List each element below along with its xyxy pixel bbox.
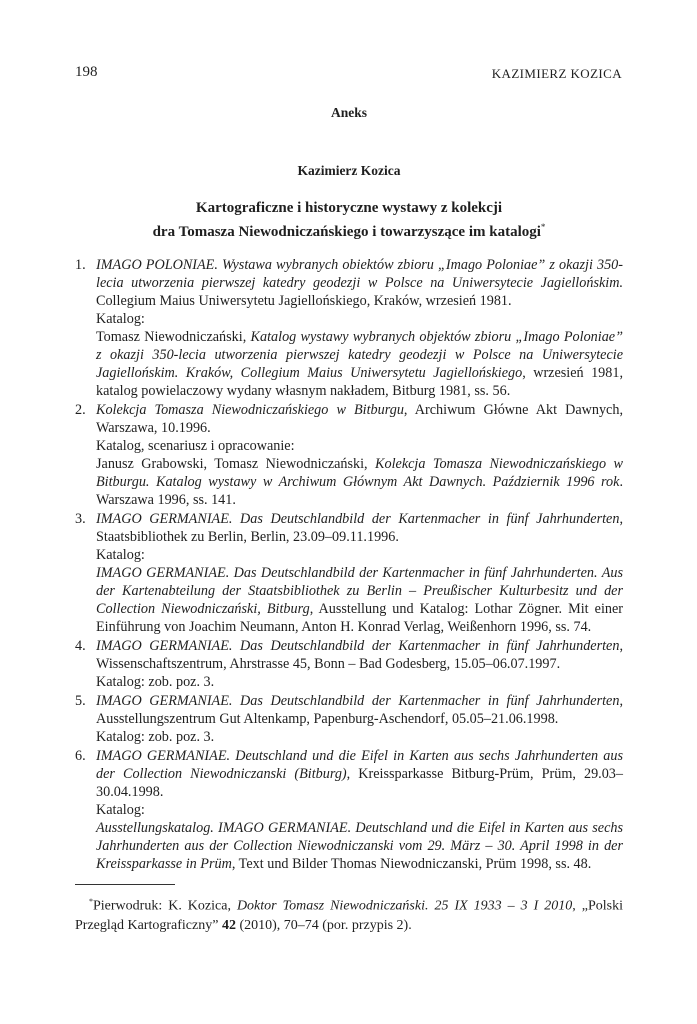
item-title: IMAGO GERMANIAE. Das Deutschlandbild der Kartenmacher in fünf Jahrhunderten: [96, 638, 620, 654]
item-venue: Collegium Maius Uniwersytetu Jagiellońskiego, Kraków, wrzesień 1981.: [96, 293, 512, 309]
item-venue: , Staatsbibliothek zu Berlin, Berlin, 23.09–09.11.1996.: [96, 511, 623, 545]
catalog-label: Katalog:: [96, 802, 145, 818]
footnote-text-c: (2010), 70–74 (por. przypis 2).: [235, 917, 412, 933]
footnote-text-b: , „Polski Przegląd Kartograficzny”: [75, 898, 623, 933]
catalog-label: Katalog:: [96, 311, 145, 327]
footnote-divider: [75, 884, 175, 885]
item-number: 5.: [75, 693, 86, 709]
catalog-label: Katalog:: [96, 547, 145, 563]
item-description: [96, 692, 623, 728]
title-footnote-mark: *: [540, 222, 546, 232]
article-title: [75, 199, 623, 242]
item-venue: , Ausstellungszentrum Gut Altenkamp, Papenburg-Aschendorf, 05.05–21.06.1998.: [96, 693, 623, 727]
list-item: [75, 256, 623, 400]
catalog-title: Ausstellungskatalog. IMAGO GERMANIAE. Deutschland und die Eifel in Karten aus sechs Jahrhunderten aus der Collection Niewodniczanski vom 29. März – 30. April 1998 in der Kreissparkasse in Prüm: [96, 820, 623, 872]
item-title: IMAGO GERMANIAE. Deutschland und die Eifel in Karten aus sechs Jahrhunderten aus der Collection Niewodniczanski (Bitburg): [96, 748, 623, 782]
catalog-reference: Katalog: zob. poz. 3.: [96, 674, 215, 690]
catalog-details: , Text und Bilder Thomas Niewodniczanski, Prüm 1998, ss. 48.: [231, 856, 592, 872]
list-item: [75, 401, 623, 509]
item-number: 4.: [75, 638, 86, 654]
catalog-author: Janusz Grabowski, Tomasz Niewodniczański,: [96, 456, 376, 472]
footnote-volume: 42: [221, 917, 236, 933]
item-number: 6.: [75, 748, 86, 764]
list-item: [75, 692, 623, 746]
item-title: IMAGO GERMANIAE. Das Deutschlandbild der Kartenmacher in fünf Jahrhunderten: [96, 511, 620, 527]
footnote-article-title: Doktor Tomasz Niewodniczański. 25 IX 1933 – 3 I 2010: [236, 898, 573, 914]
section-heading: Aneks: [330, 105, 367, 120]
catalog-details: . Warszawa 1996, ss. 141.: [96, 474, 623, 508]
item-venue: , Archiwum Główne Akt Dawnych, Warszawa, 10.1996.: [96, 402, 623, 436]
item-description: [96, 747, 623, 801]
page-number: 198: [75, 64, 98, 80]
running-header-author: KAZIMIERZ KOZICA: [491, 66, 622, 81]
list-item: [75, 510, 623, 636]
title-line-1: Kartograficzne i historyczne wystawy z kolekcji: [195, 200, 503, 216]
item-description: [96, 256, 623, 310]
catalog-title: Katalog wystawy wybranych objektów zbioru „Imago Poloniae” z okazji 350-lecia utworzenia pierwszej katedry geodezji w Polsce na Uniwersytecie Jagiellońskim. Kraków, Collegium Maius Uniwersytetu Jagiellońskiego: [96, 329, 623, 381]
catalog-entry: [96, 455, 623, 509]
catalog-author: Tomasz Niewodniczański,: [96, 329, 251, 345]
article-author: Kazimierz Kozica: [297, 163, 401, 178]
footnote: [75, 892, 623, 935]
item-number: 1.: [75, 257, 86, 273]
item-venue: , Kreissparkasse Bitburg-Prüm, Prüm, 29.03–30.04.1998.: [96, 766, 623, 800]
catalog-entry: [96, 819, 623, 873]
catalog-reference: Katalog: zob. poz. 3.: [96, 729, 215, 745]
title-line-2: [75, 218, 623, 242]
item-number: 3.: [75, 511, 86, 527]
catalog-details: , wrzesień 1981, katalog powielaczowy wydany własnym nakładem, Bitburg 1981, ss. 56.: [96, 365, 623, 399]
title-line-2-text: dra Tomasza Niewodniczańskiego i towarzyszące im katalogi: [152, 224, 541, 240]
item-number: 2.: [75, 402, 86, 418]
item-title: IMAGO GERMANIAE. Das Deutschlandbild der Kartenmacher in fünf Jahrhunderten: [96, 693, 620, 709]
catalog-entry: [96, 564, 623, 636]
item-description: [96, 637, 623, 673]
item-title: IMAGO POLONIAE. Wystawa wybranych obiektów zbioru „Imago Poloniae” z okazji 350-lecia utworzenia pierwszej katedry geodezji w Polsce na Uniwersytecie Jagiellońskim.: [96, 257, 623, 291]
catalog-title: IMAGO GERMANIAE. Das Deutschlandbild der Kartenmacher in fünf Jahrhunderten. Aus der Kartenabteilung der Staatsbibliothek zu Berlin – Preußischer Kulturbesitz und der Collection Niewodniczański, Bitburg: [96, 565, 623, 617]
item-description: [96, 510, 623, 546]
item-venue: , Wissenschaftszentrum, Ahrstrasse 45, Bonn – Bad Godesberg, 15.05–06.07.1997.: [96, 638, 623, 672]
footnote-mark: *: [89, 897, 93, 906]
catalog-title: Kolekcja Tomasza Niewodniczańskiego w Bitburgu. Katalog wystawy w Archiwum Głównym Akt Dawnych. Październik 1996 rok: [96, 456, 623, 490]
catalog-entry: [96, 328, 623, 400]
item-title: Kolekcja Tomasza Niewodniczańskiego w Bitburgu: [96, 402, 404, 418]
catalog-label: Katalog, scenariusz i opracowanie:: [96, 438, 295, 454]
catalog-details: , Ausstellung und Katalog: Lothar Zögner. Mit einer Einführung von Joachim Neumann, Anton H. Konrad Verlag, Weißenhorn 1996, ss. 74.: [96, 601, 623, 635]
exhibition-list: [75, 256, 623, 874]
list-item: [75, 747, 623, 873]
list-item: [75, 637, 623, 691]
footnote-text-a: Pierwodruk: K. Kozica,: [93, 898, 237, 914]
item-description: [96, 401, 623, 437]
